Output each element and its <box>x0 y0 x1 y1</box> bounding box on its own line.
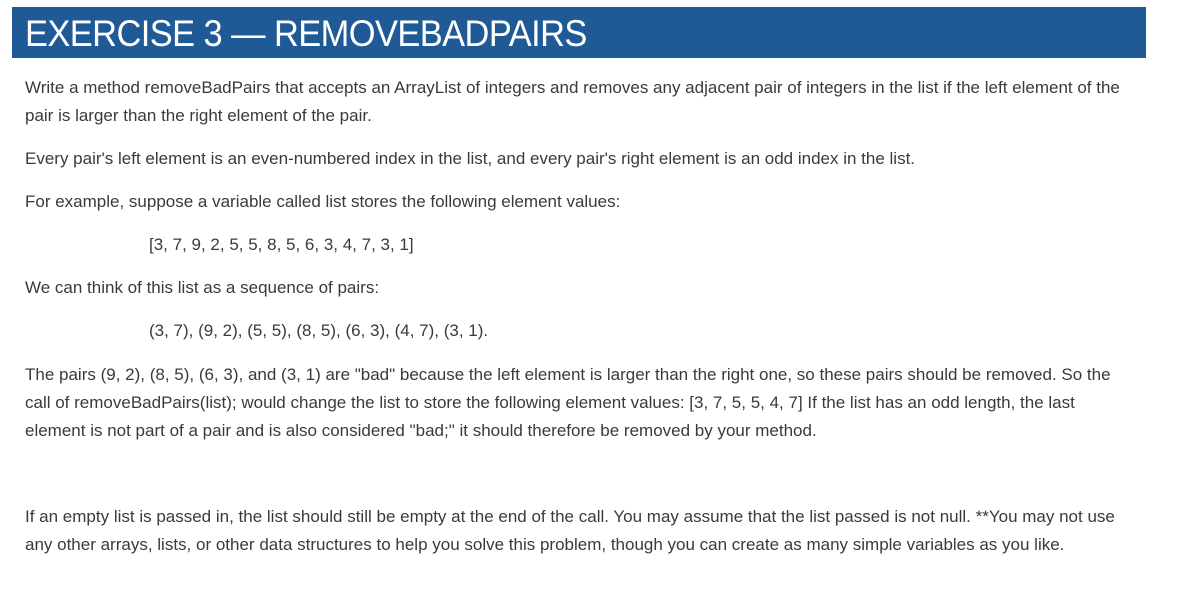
example-pairs: (3, 7), (9, 2), (5, 5), (8, 5), (6, 3), (4, 7), (3, 1). <box>149 321 489 340</box>
pairs-intro-paragraph: We can think of this list as a sequence of pairs: <box>25 278 380 297</box>
pair-index-paragraph: Every pair's left element is an even-numbered index in the list, and every pair's right element is an odd index in the list. <box>25 149 916 168</box>
example-intro-paragraph: For example, suppose a variable called list stores the following element values: <box>25 192 621 211</box>
example-list: [3, 7, 9, 2, 5, 5, 8, 5, 6, 3, 4, 7, 3, 1] <box>149 235 414 254</box>
exercise-header <box>12 7 1146 58</box>
exercise-title: EXERCISE 3 — REMOVEBADPAIRS <box>25 13 587 54</box>
description-paragraph: Write a method removeBadPairs that accepts an ArrayList of integers and removes any adjacent pair of integers in the list if the left element of the pair is larger than the right element of the pair. <box>25 78 1120 125</box>
bad-pairs-paragraph: The pairs (9, 2), (8, 5), (6, 3), and (3, 1) are "bad" because the left element is larger than the right one, so these pairs should be removed. So the call of removeBadPairs(list); would change the list to store the following element values: [3, 7, 5, 5, 4, 7] If the list has an odd length, the last element is not part of a pair and is also considered "bad;" it should therefore be removed by your method. <box>25 365 1111 440</box>
constraints-paragraph: If an empty list is passed in, the list should still be empty at the end of the call. You may assume that the list passed is not null. **You may not use any other arrays, lists, or other data structures to help you solve this problem, though you can create as many simple variables as you like. <box>25 507 1115 554</box>
exercise-body <box>25 74 1135 559</box>
